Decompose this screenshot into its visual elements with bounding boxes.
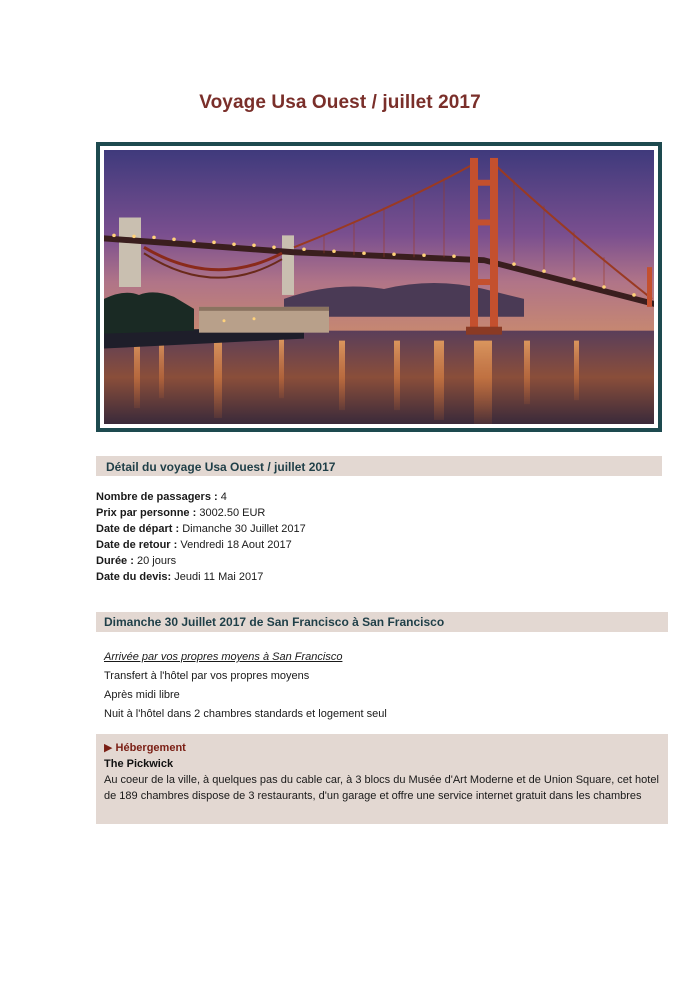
trip-detail-heading: Détail du voyage Usa Ouest / juillet 2017 xyxy=(96,456,662,476)
detail-duration xyxy=(96,553,306,569)
detail-label: Prix par personne : xyxy=(96,507,197,519)
detail-label: Date du devis: xyxy=(96,571,172,583)
day-heading: Dimanche 30 Juillet 2017 de San Francisco à San Francisco xyxy=(96,612,668,632)
detail-label: Durée : xyxy=(96,555,134,567)
detail-return xyxy=(96,537,306,553)
program-line: Nuit à l'hôtel dans 2 chambres standards et logement seul xyxy=(104,708,387,720)
trip-details xyxy=(96,489,306,585)
bridge-illustration xyxy=(104,150,654,424)
program-line: Après midi libre xyxy=(104,689,180,701)
detail-value: 4 xyxy=(220,491,227,503)
photo-frame xyxy=(96,142,662,432)
detail-value: 20 jours xyxy=(136,555,177,567)
triangle-right-icon: ▶ xyxy=(104,742,113,754)
detail-value: Jeudi 11 Mai 2017 xyxy=(174,571,264,583)
accommodation-label: Hébergement xyxy=(115,742,186,754)
detail-label: Date de retour : xyxy=(96,539,178,551)
arrival-line: Arrivée par vos propres moyens à San Francisco xyxy=(104,651,343,663)
detail-quote-date xyxy=(96,569,306,585)
detail-departure xyxy=(96,521,306,537)
detail-label: Nombre de passagers : xyxy=(96,491,218,503)
hotel-name: The Pickwick xyxy=(104,758,174,770)
hotel-box xyxy=(96,734,668,824)
detail-value: Dimanche 30 Juillet 2017 xyxy=(182,523,306,535)
detail-value: Vendredi 18 Aout 2017 xyxy=(180,539,292,551)
day-program xyxy=(104,648,387,724)
accommodation-heading xyxy=(104,740,660,756)
program-line: Transfert à l'hôtel par vos propres moyens xyxy=(104,670,310,682)
page-title: Voyage Usa Ouest / juillet 2017 xyxy=(199,92,481,113)
detail-value: 3002.50 EUR xyxy=(199,507,266,519)
detail-passengers xyxy=(96,489,306,505)
detail-label: Date de départ : xyxy=(96,523,180,535)
hotel-description: Au coeur de la ville, à quelques pas du cable car, à 3 blocs du Musée d'Art Moderne et de Union Square, cet hotel de 189 chambres dispose de 3 restaurants, d'un garage et offre une service internet gratuit dans les chambres xyxy=(104,774,659,802)
golden-gate-bridge-photo xyxy=(100,146,658,428)
detail-price xyxy=(96,505,306,521)
